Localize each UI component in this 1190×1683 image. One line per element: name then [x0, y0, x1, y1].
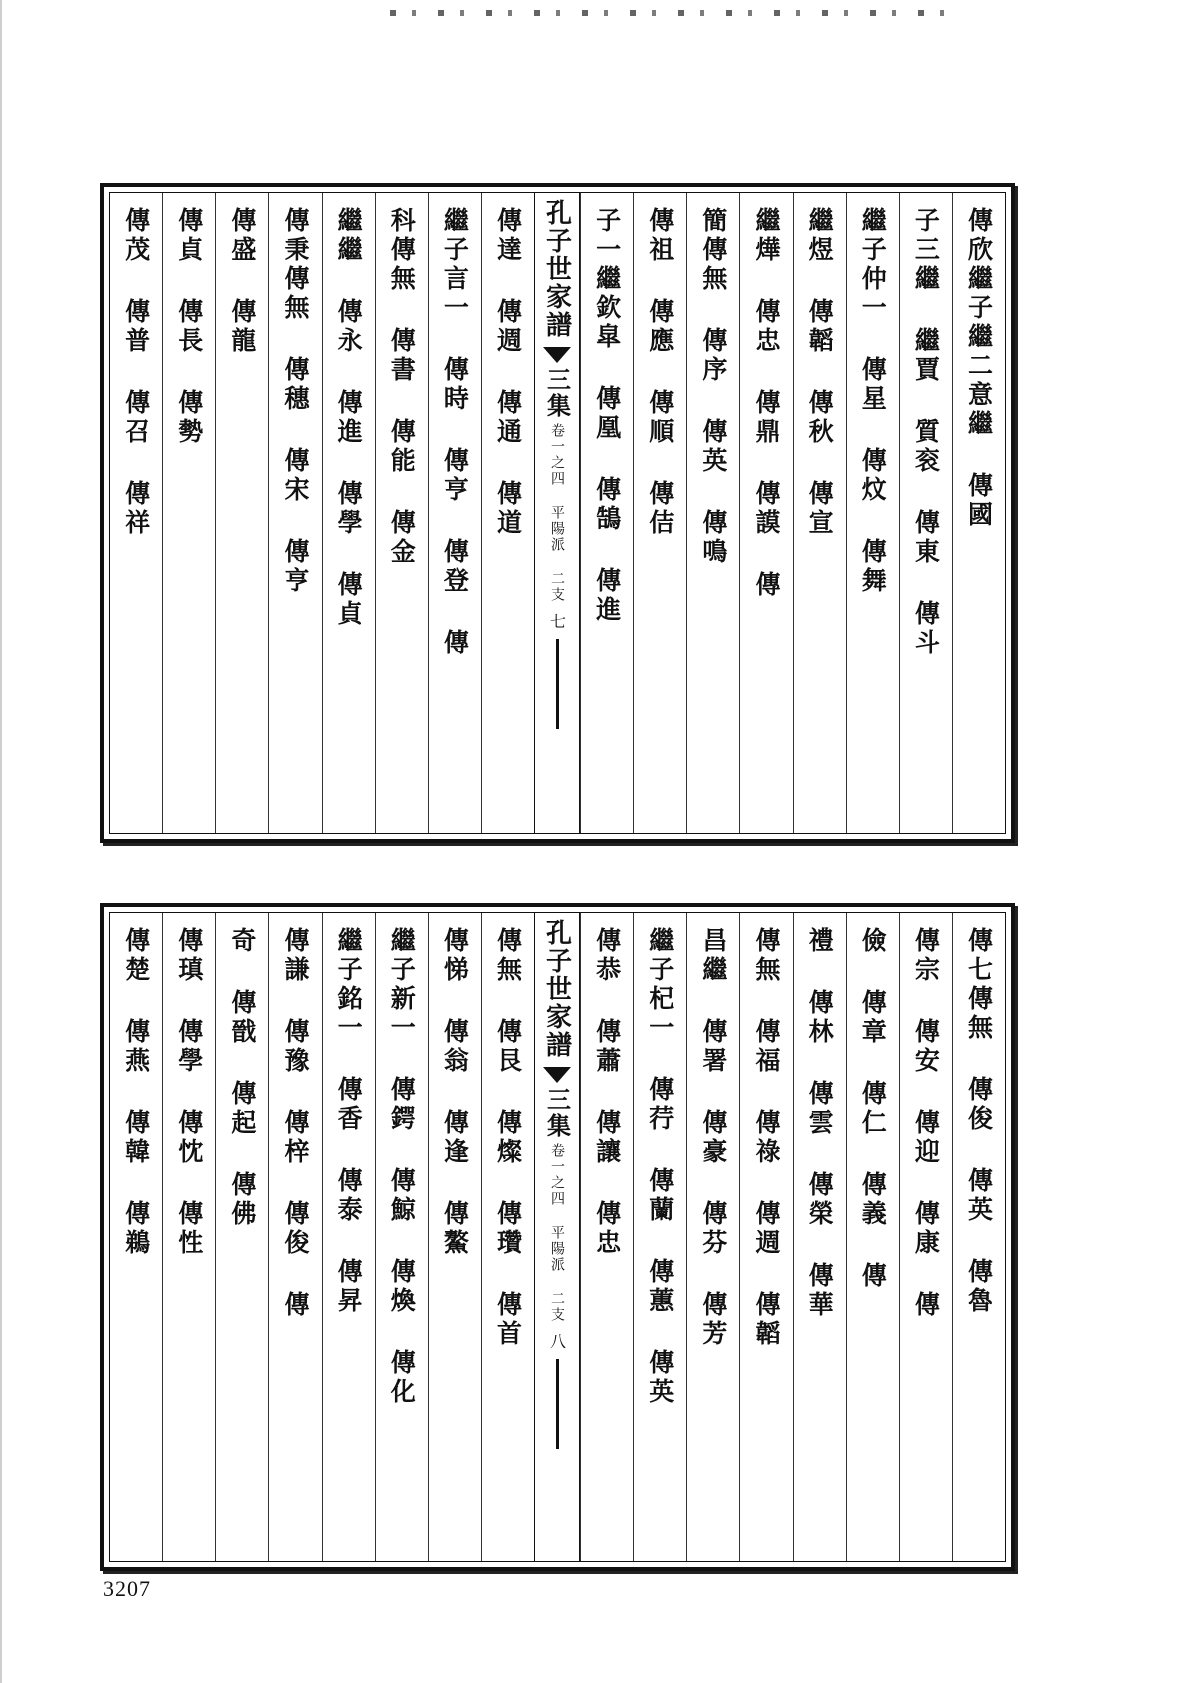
- scan-noise: [390, 10, 950, 16]
- scan-edge: [0, 0, 2, 1683]
- entry-column: [952, 193, 1005, 833]
- entry-column: [899, 913, 952, 1561]
- entry-text: 傳悌 傳翁 傳逢 傳鰲: [440, 927, 470, 1258]
- entry-column: [633, 913, 686, 1561]
- volume-label: 三集: [542, 1087, 572, 1139]
- entry-text: 傳宗 傳安 傳迎 傳康 傳: [911, 927, 941, 1320]
- entry-text: 傳達 傳週 傳通 傳道: [493, 207, 523, 538]
- entry-text: 傳茂 傳普 傳召 傳祥: [121, 207, 151, 538]
- folio-number: 3207: [103, 1576, 151, 1601]
- entry-column: [686, 193, 739, 833]
- entry-column: [162, 913, 215, 1561]
- entry-column: [952, 913, 1005, 1561]
- entry-column: [428, 193, 481, 833]
- entry-column: [580, 913, 633, 1561]
- entry-column: [268, 913, 321, 1561]
- entry-text: 子一繼欽皐 傳凰 傳鵠 傳進: [592, 207, 622, 625]
- entry-text: 傳楚 傳燕 傳韓 傳鵜: [121, 927, 151, 1258]
- entry-text: 繼子新一 傳鍔 傳鯨 傳煥 傳化: [387, 927, 417, 1407]
- entry-text: 傳秉傳無 傳穗 傳宋 傳亨: [280, 207, 310, 596]
- entry-column: [580, 193, 633, 833]
- center-rule: [556, 1359, 559, 1449]
- entry-text: 奇 傳戩 傳起 傳佛: [227, 927, 257, 1229]
- entry-text: 傳瑱 傳學 傳忱 傳性: [174, 927, 204, 1258]
- fishtail-mark-icon: [543, 1067, 571, 1083]
- volume-label: 三集: [542, 367, 572, 419]
- entry-column: [322, 913, 375, 1561]
- book-title: 孔子世家譜: [541, 919, 572, 1059]
- entry-column: [375, 913, 428, 1561]
- book-title: 孔子世家譜: [541, 199, 572, 339]
- genealogy-page-8: [100, 903, 1015, 1571]
- entry-text: 傳恭 傳蕭 傳讓 傳忠: [592, 927, 622, 1258]
- entry-column: [739, 913, 792, 1561]
- entry-text: 儉 傳章 傳仁 傳義 傳: [858, 927, 888, 1291]
- page-number: 八: [547, 1333, 567, 1349]
- column-grid: [110, 913, 1005, 1561]
- entry-text: 簡傳無 傳序 傳英 傳鳴: [698, 207, 728, 567]
- entry-text: 傳欣繼子繼二意繼 傳國: [964, 207, 994, 530]
- entry-text: 傳謙 傳豫 傳梓 傳俊 傳: [280, 927, 310, 1320]
- entry-text: 傳無 傳福 傳祿 傳週 傳韜: [751, 927, 781, 1349]
- entry-column: [686, 913, 739, 1561]
- entry-column: [110, 193, 162, 833]
- entry-text: 科傳無 傳書 傳能 傳金: [387, 207, 417, 567]
- entry-text: 傳貞 傳長 傳勢: [174, 207, 204, 447]
- entry-text: 繼子銘一 傳香 傳泰 傳昇: [334, 927, 364, 1316]
- entry-text: 子三繼 繼賈 質衮 傳東 傳斗: [911, 207, 941, 658]
- entry-column: [481, 193, 534, 833]
- entry-text: 繼繼 傳永 傳進 傳學 傳貞: [334, 207, 364, 629]
- entry-text: 繼子言一 傳時 傳亨 傳登 傳: [440, 207, 470, 658]
- entry-text: 禮 傳林 傳雲 傳榮 傳華: [805, 927, 835, 1320]
- entry-column: [846, 913, 899, 1561]
- entry-column: [633, 193, 686, 833]
- center-header-column: [534, 913, 580, 1561]
- entry-text: 繼煜 傳韜 傳秋 傳宣: [805, 207, 835, 538]
- entry-column: [846, 193, 899, 833]
- entry-text: 傳七傳無 傳俊 傳英 傳魯: [964, 927, 994, 1316]
- entry-text: 傳盛 傳龍: [227, 207, 257, 356]
- entry-text: 傳祖 傳應 傳順 傳佶: [645, 207, 675, 538]
- center-header-column: [534, 193, 580, 833]
- entry-column: [322, 193, 375, 833]
- entry-column: [739, 193, 792, 833]
- genealogy-page-7: [100, 183, 1015, 843]
- entry-text: 繼子杞一 傳荇 傳蘭 傳蕙 傳英: [645, 927, 675, 1407]
- entry-column: [428, 913, 481, 1561]
- entry-column: [899, 193, 952, 833]
- center-rule: [556, 639, 559, 729]
- entry-column: [268, 193, 321, 833]
- entry-column: [375, 193, 428, 833]
- entry-text: 昌繼 傳署 傳豪 傳芬 傳芳: [698, 927, 728, 1349]
- entry-column: [793, 193, 846, 833]
- column-grid: [110, 193, 1005, 833]
- fishtail-mark-icon: [543, 347, 571, 363]
- entry-column: [793, 913, 846, 1561]
- page-number: 七: [547, 613, 567, 629]
- entry-column: [110, 913, 162, 1561]
- chapter-label: 卷一之四 平陽派 二支: [549, 423, 565, 603]
- entry-text: 傳無 傳艮 傳燦 傳瓚 傳首: [493, 927, 523, 1349]
- entry-column: [215, 913, 268, 1561]
- entry-column: [215, 193, 268, 833]
- entry-text: 繼子仲一 傳星 傳炆 傳舞: [858, 207, 888, 596]
- chapter-label: 卷一之四 平陽派 二支: [549, 1143, 565, 1323]
- entry-column: [481, 913, 534, 1561]
- entry-text: 繼燁 傳忠 傳鼎 傳謨 傳: [751, 207, 781, 600]
- entry-column: [162, 193, 215, 833]
